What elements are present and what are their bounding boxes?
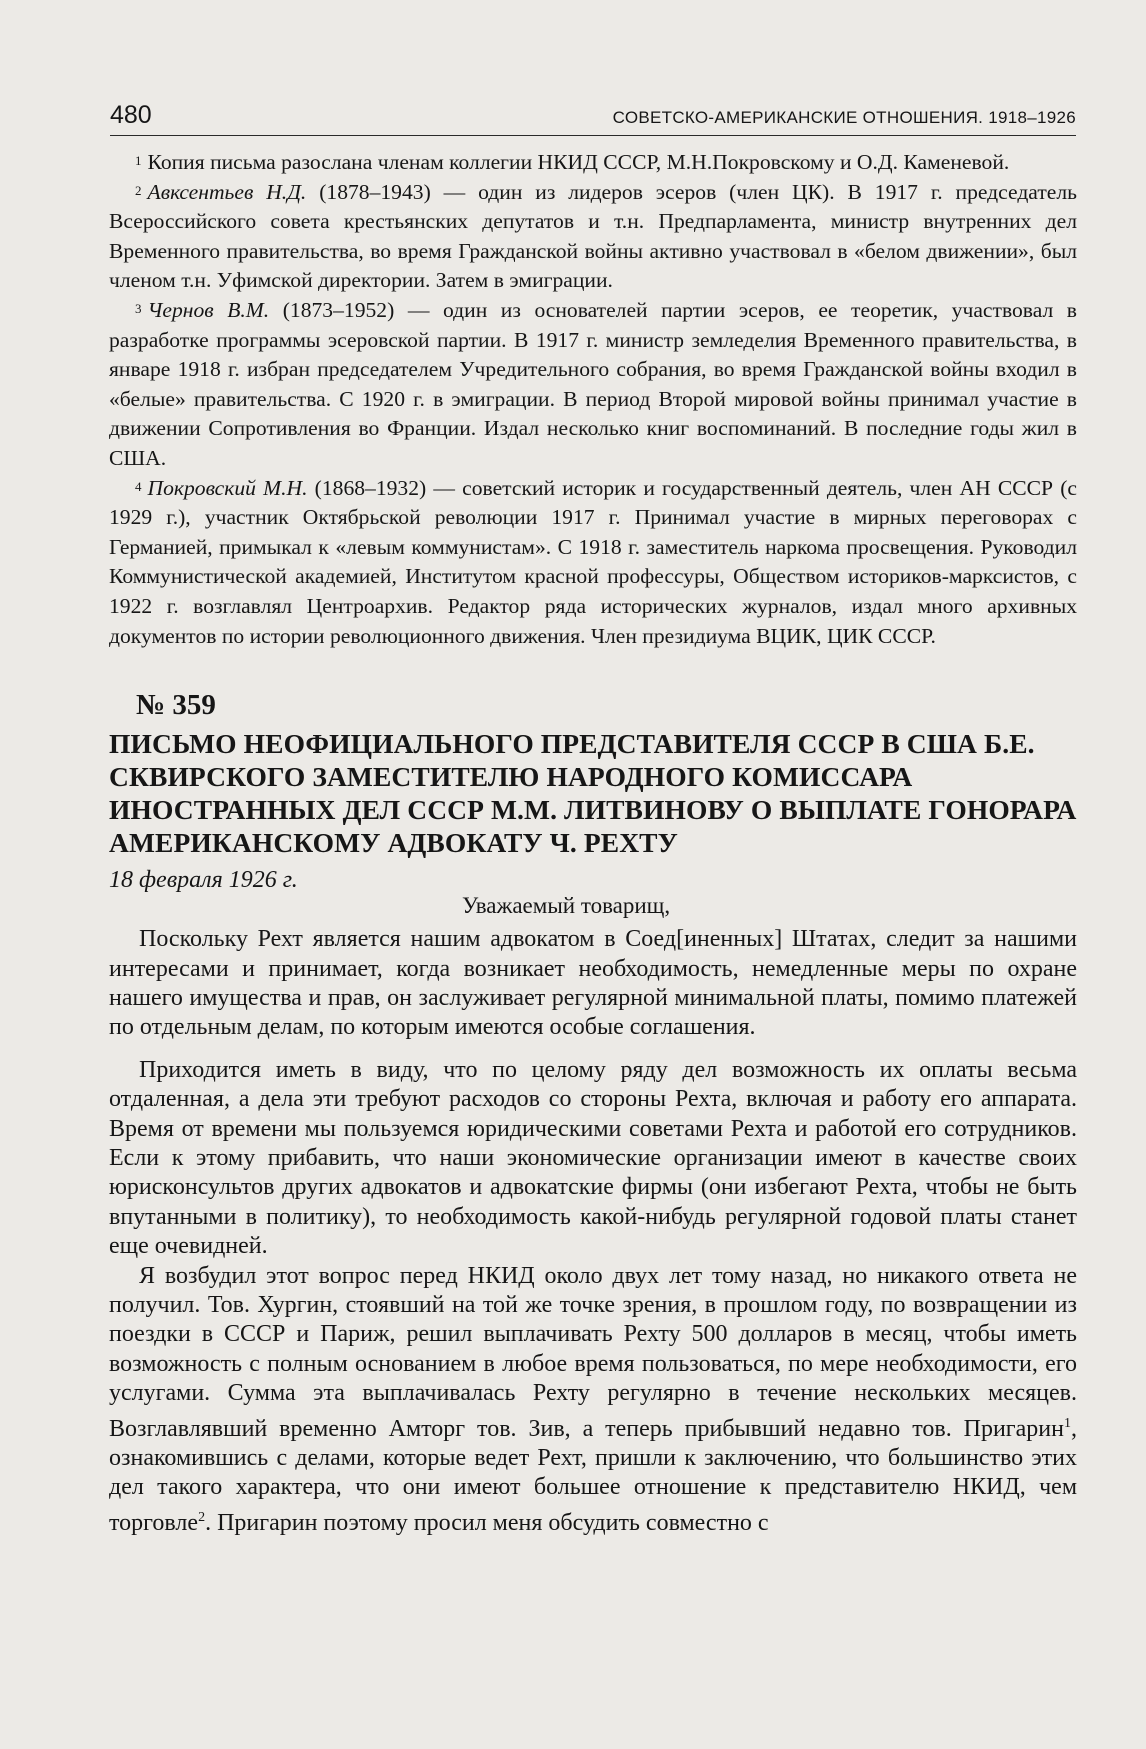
- footnote-number: 2: [135, 182, 142, 198]
- body-paragraph-3: [109, 1262, 1077, 1539]
- paragraph-text: , ознакомившись с делами, которые ведет Рехт, пришли к заключению, что большинство этих дел такого характера, что они имеют большее отношение к представителю НКИД, чем торговле: [109, 1415, 1077, 1536]
- footnote-person-name: Чернов В.М.: [147, 297, 270, 322]
- document-date: 18 февраля 1926 г.: [109, 867, 298, 894]
- footnote-text: (1868–1932) — советский историк и государственный деятель, член АН СССР (с 1929 г.), участник Октябрьской революции 1917 г. Принимал участие в мирных переговорах с Германией, примыкал к «левым коммунистам». С 1918 г. заместитель наркома просвещения. Руководил Коммунистической академией, Институтом красной профессуры, Обществом историков-марксистов, с 1922 г. возглавлял Центроархив. Редактор ряда исторических журналов, издал много архивных документов по истории революционного движения. Член президиума ВЦИК, ЦИК СССР.: [109, 475, 1077, 648]
- footnote-2: [109, 178, 1077, 296]
- document-number: № 359: [136, 689, 216, 722]
- greeting: Уважаемый товарищ,: [462, 893, 671, 919]
- footnotes: [109, 148, 1077, 651]
- footnote-4: [109, 474, 1077, 652]
- footnote-number: 4: [135, 478, 142, 494]
- page-number: 480: [110, 101, 152, 129]
- footnote-number: 1: [135, 153, 142, 168]
- letter-body: [109, 925, 1077, 1538]
- paragraph-text: . Пригарин поэтому просил меня обсудить совместно с: [205, 1509, 769, 1536]
- footnote-1: [109, 148, 1077, 178]
- document-title: ПИСЬМО НЕОФИЦИАЛЬНОГО ПРЕДСТАВИТЕЛЯ СССР В США Б.Е. СКВИРСКОГО ЗАМЕСТИТЕЛЮ НАРОДНОГО КОМИССАРА ИНОСТРАННЫХ ДЕЛ СССР М.М. ЛИТВИНОВУ О ВЫПЛАТЕ ГОНОРАРА АМЕРИКАНСКОМУ АДВОКАТУ Ч. РЕХТУ: [109, 728, 1077, 859]
- footnote-number: 3: [135, 300, 142, 316]
- body-paragraph-2: Приходится иметь в виду, что по целому ряду дел возможность их оплаты весьма отдаленная, а дела эти требуют расходов со стороны Рехта, включая и работу его аппарата. Время от времени мы пользуемся юридическими советами Рехта и работой его сотрудников. Если к этому прибавить, что наши экономические организации имеют в качестве своих юрисконсультов других адвокатов и адвокатские фирмы (они избегают Рехта, чтобы не быть впутанными в политику), то необходимость какой-нибудь регулярной годовой платы станет еще очевидней.: [109, 1056, 1077, 1260]
- footnote-ref: 1: [1064, 1415, 1071, 1431]
- footnote-ref: 2: [198, 1509, 206, 1525]
- running-title: СОВЕТСКО-АМЕРИКАНСКИЕ ОТНОШЕНИЯ. 1918–1926: [612, 108, 1076, 127]
- footnote-text: Копия письма разослана членам коллегии НКИД СССР, М.Н.Покровскому и О.Д. Каменевой.: [147, 150, 1010, 174]
- footnote-text: (1878–1943) — один из лидеров эсеров (член ЦК). В 1917 г. председатель Всероссийского совета крестьянских депутатов и т.н. Предпарламента, министр внутренних дел Временного правительства, во время Гражданской войны активно участвовал в «белом движении», был членом т.н. Уфимской директории. Затем в эмиграции.: [109, 179, 1077, 293]
- footnote-person-name: Покровский М.Н.: [147, 475, 308, 500]
- page-header: [110, 101, 1076, 136]
- footnote-3: [109, 296, 1077, 474]
- date-greeting-line: [109, 867, 1077, 925]
- footnote-text: (1873–1952) — один из основателей партии эсеров, ее теоретик, участвовал в разработке программы эсеровской партии. В 1917 г. министр земледелия Временного правительства, в январе 1918 г. избран председателем Учредительного собрания, во время Гражданской войны входил в «белые» правительства. С 1920 г. в эмиграции. В период Второй мировой войны принимал участие в движении Сопротивления во Франции. Издал несколько книг воспоминаний. В последние годы жил в США.: [109, 297, 1078, 470]
- body-paragraph-1: Поскольку Рехт является нашим адвокатом в Соед[иненных] Штатах, следит за нашими интересами и принимает, когда возникает необходимость, немедленные меры по охране нашего имущества и прав, он заслуживает регулярной минимальной платы, помимо платежей по отдельным делам, по которым имеются особые соглашения.: [109, 926, 1077, 1041]
- paragraph-text: Я возбудил этот вопрос перед НКИД около двух лет тому назад, но никакого ответа не получил. Тов. Хургин, стоявший на той же точке зрения, в прошлом году, по возвращении из поездки в СССР и Париж, решил выплачивать Рехту 500 долларов в месяц, чтобы иметь возможность с полным основанием в любое время пользоваться, по мере необходимости, его услугами. Сумма эта выплачивалась Рехту регулярно в течение нескольких месяцев. Возглавлявший временно Амторг тов. Зив, а теперь прибывший недавно тов. Пригарин: [109, 1262, 1077, 1442]
- footnote-person-name: Авксентьев Н.Д.: [147, 179, 307, 204]
- page-content: [109, 148, 1077, 1538]
